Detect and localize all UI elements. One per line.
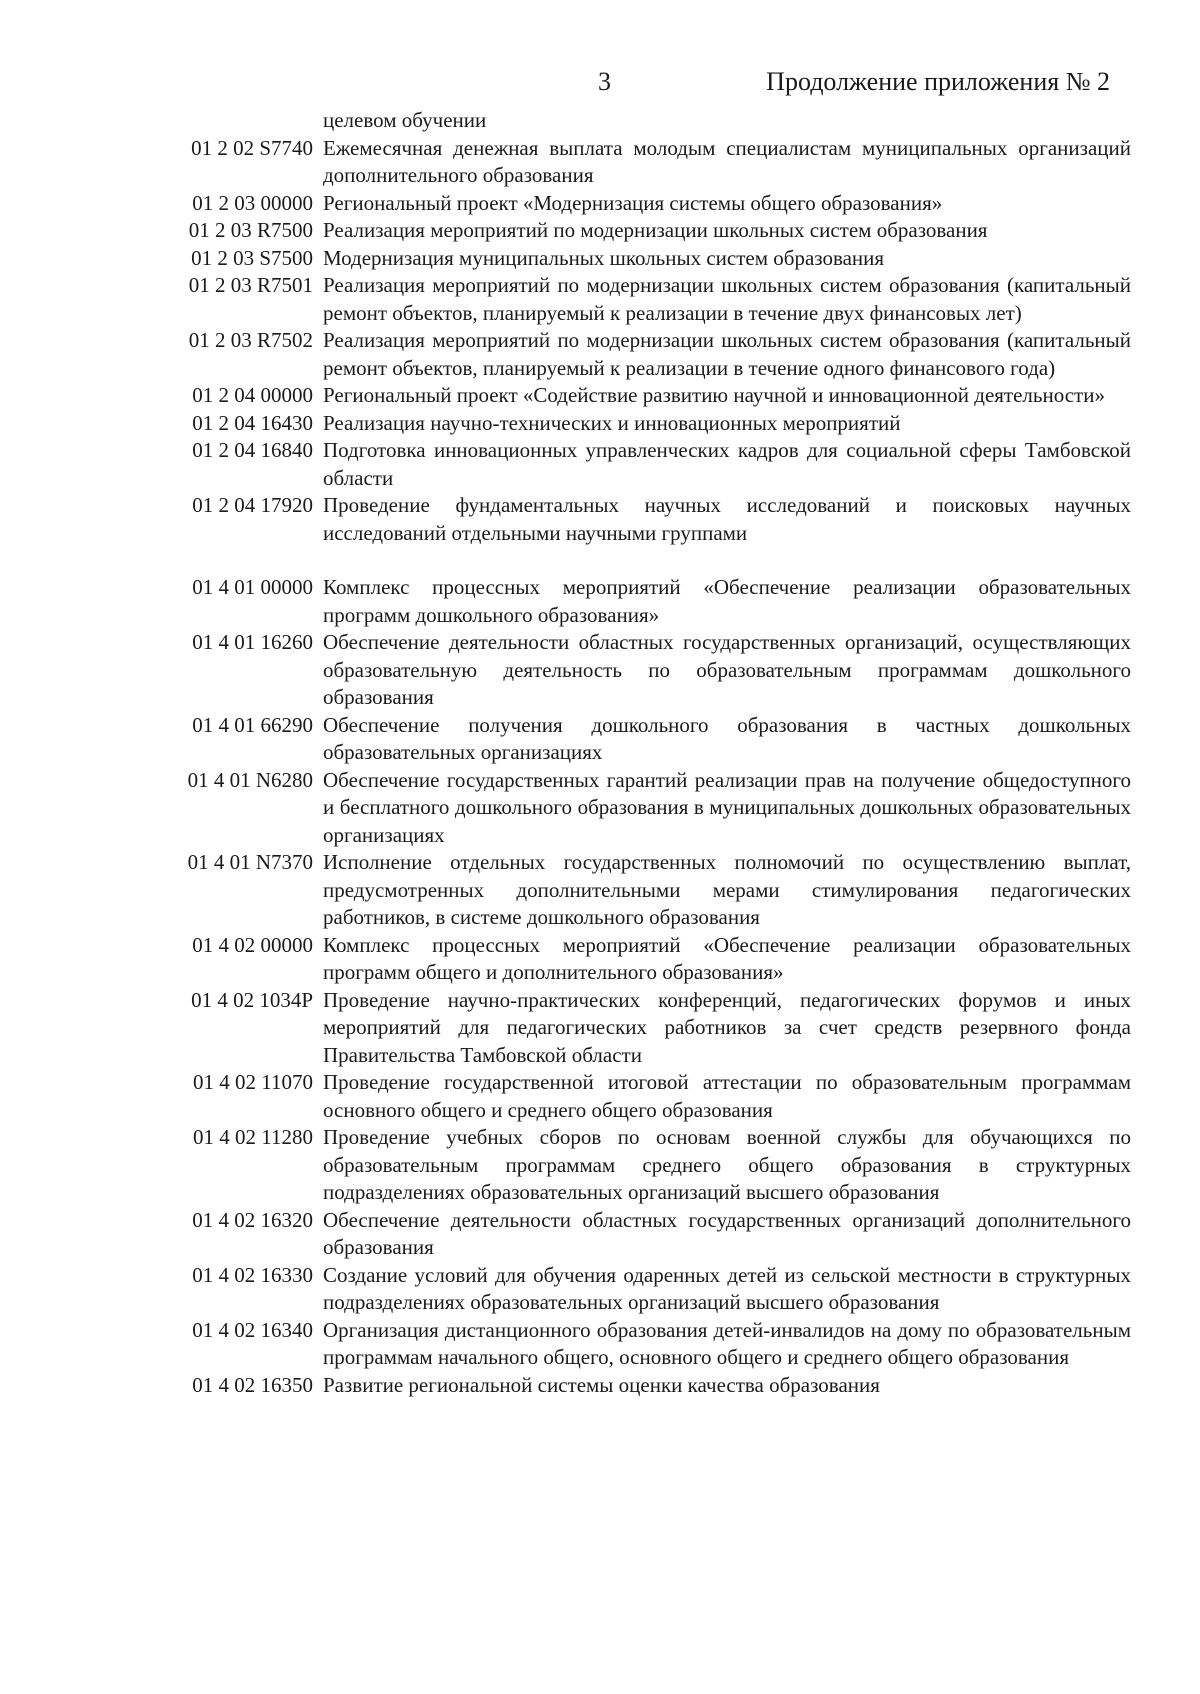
entry-description: Исполнение отдельных государственных полномочий по осуществлению выплат, предусмотренных дополнительными мерами стимулирования педагогических работников, в системе дошкольного образования [323,850,1131,929]
classification-code: 01 4 02 11280 [193,1125,313,1149]
code-entry [0,245,1200,273]
classification-code: 01 4 01 66290 [192,712,313,737]
entry-description: Обеспечение деятельности областных государственных организаций дополнительного образования [323,1207,1131,1259]
classification-code: 01 2 03 00000 [192,190,313,215]
classification-code: 01 2 04 16430 [192,410,313,435]
classification-code: 01 2 02 S7740 [191,135,313,160]
code-entry [0,437,1200,492]
entry-description: Проведение научно-практических конференций, педагогических форумов и иных мероприятий для педагогических работников за счет средств резервного фонда Правительства Тамбовской области [323,987,1131,1067]
code-entry [0,1262,1200,1317]
entry-description: Реализация мероприятий по модернизации школьных систем образования [323,218,988,242]
entry-description: Реализация научно-технических и инновационных мероприятий [323,410,901,435]
code-entry [0,190,1200,218]
code-entry [0,1069,1200,1124]
page-header [0,62,1200,102]
classification-code: 01 4 02 16350 [192,1372,313,1397]
classification-code: 01 4 02 16320 [192,1207,313,1232]
code-entry [0,107,1200,135]
budget-code-list [0,107,1200,1399]
code-entry [0,135,1200,190]
code-entry [0,987,1200,1070]
entry-description: Развитие региональной системы оценки качества образования [323,1372,880,1397]
entry-description: Ежемесячная денежная выплата молодым специалистам муниципальных организаций дополнительного образования [323,135,1131,187]
classification-code: 01 4 02 16330 [192,1262,313,1287]
code-entry [0,410,1200,438]
entry-description: Реализация мероприятий по модернизации школьных систем образования (капитальный ремонт объектов, планируемый к реализации в течение одного финансового года) [323,328,1131,380]
entry-description: Региональный проект «Модернизация системы общего образования» [323,190,943,215]
classification-code: 01 2 04 00000 [192,383,313,407]
classification-code: 01 2 04 17920 [192,493,313,517]
classification-code: 01 4 01 16260 [192,630,313,654]
code-entry [0,932,1200,987]
code-entry [0,272,1200,327]
classification-code: 01 2 03 R7500 [188,218,313,242]
entry-description: Модернизация муниципальных школьных систем образования [323,245,885,270]
appendix-continuation-title: Продолжение приложения № 2 [766,67,1110,96]
entry-description: Комплекс процессных мероприятий «Обеспечение реализации образовательных программ дошкольного образования» [323,575,1131,627]
classification-code: 01 4 02 11070 [193,1070,313,1094]
code-entry [0,767,1200,850]
classification-code: 01 2 03 R7501 [188,273,313,297]
classification-code: 01 4 01 N7370 [187,850,313,874]
entry-description: Обеспечение государственных гарантий реализации прав на получение общедоступного и бесплатного дошкольного образования в муниципальных дошкольных образовательных организациях [323,767,1131,847]
code-entry [0,1317,1200,1372]
code-entry [0,629,1200,712]
classification-code: 01 2 03 S7500 [191,245,313,270]
entry-description: Региональный проект «Содействие развитию научной и инновационной деятельности» [323,383,1105,407]
page-number: 3 [598,67,611,96]
code-entry [0,1124,1200,1207]
entry-description: Проведение государственной итоговой аттестации по образовательным программам основного общего и среднего общего образования [323,1070,1131,1122]
code-entry [0,327,1200,382]
entry-description: Обеспечение деятельности областных государственных организаций, осуществляющих образовательную деятельность по образовательным программам дошкольного образования [323,630,1131,709]
code-entry [0,1207,1200,1262]
code-entry [0,712,1200,767]
classification-code: 01 4 01 00000 [192,575,313,599]
code-entry [0,1372,1200,1400]
entry-description: Проведение учебных сборов по основам военной службы для обучающихся по образовательным программам среднего общего образования в структурных подразделениях образовательных организаций высшего образования [323,1125,1131,1204]
entry-description: Проведение фундаментальных научных исследований и поисковых научных исследований отдельными научными группами [323,493,1131,545]
classification-code: 01 2 04 16840 [192,438,313,462]
code-entry [0,217,1200,245]
code-entry [0,574,1200,629]
entry-description: Организация дистанционного образования детей-инвалидов на дому по образовательным программам начального общего, основного общего и среднего общего образования [323,1317,1131,1369]
code-entry [0,849,1200,932]
classification-code: 01 4 01 N6280 [187,767,313,792]
entry-description: Реализация мероприятий по модернизации школьных систем образования (капитальный ремонт объектов, планируемый к реализации в течение двух финансовых лет) [323,273,1131,325]
code-entry [0,492,1200,547]
classification-code: 01 4 02 00000 [192,932,313,957]
entry-description: Подготовка инновационных управленческих кадров для социальной сферы Тамбовской области [323,438,1131,490]
entry-description: Обеспечение получения дошкольного образования в частных дошкольных образовательных организациях [323,712,1131,764]
entry-description: Комплекс процессных мероприятий «Обеспечение реализации образовательных программ общего и дополнительного образования» [323,932,1131,984]
entry-description: целевом обучении [323,108,487,132]
entry-description: Создание условий для обучения одаренных детей из сельской местности в структурных подразделениях образовательных организаций высшего образования [323,1262,1131,1314]
classification-code: 01 4 02 1034P [191,987,313,1012]
classification-code: 01 2 03 R7502 [188,328,313,352]
classification-code: 01 4 02 16340 [192,1317,313,1342]
code-entry [0,382,1200,410]
